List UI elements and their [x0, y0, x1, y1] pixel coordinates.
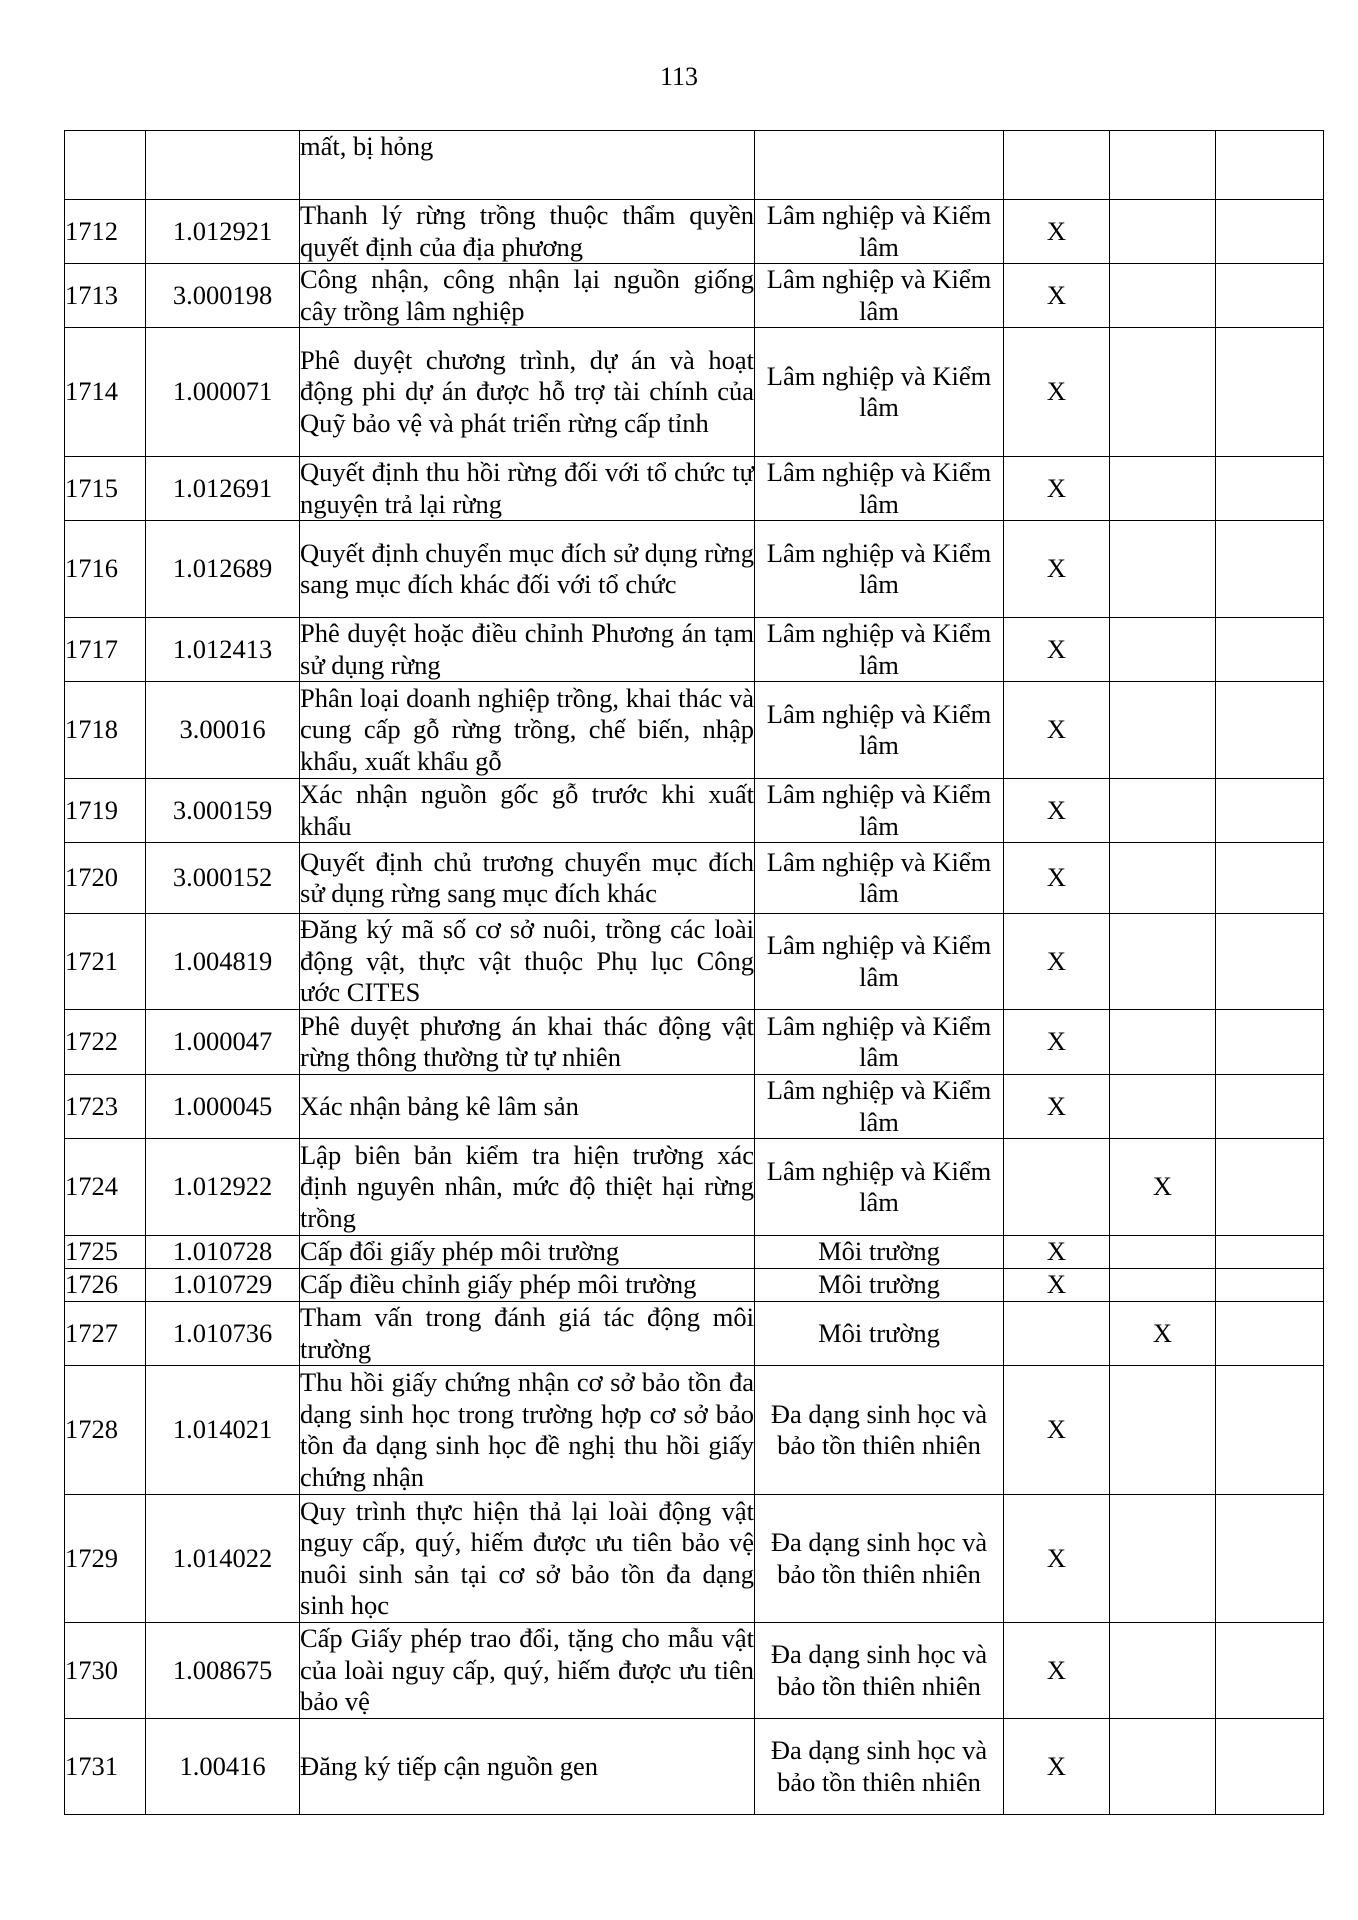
mark-col-3 [1216, 131, 1324, 200]
table-row [65, 1366, 1324, 1495]
mark-col-3 [1216, 328, 1324, 457]
procedure-code: 3.00016 [146, 682, 300, 779]
mark-col-3 [1216, 200, 1324, 264]
mark-col-1: X [1004, 521, 1110, 618]
procedure-name: Quyết định chuyển mục đích sử dụng rừng sang mục đích khác đối với tổ chức [300, 521, 755, 618]
mark-col-1: X [1004, 457, 1110, 521]
row-number: 1720 [65, 843, 146, 914]
mark-col-3 [1216, 779, 1324, 843]
mark-col-2 [1110, 457, 1216, 521]
procedure-field: Lâm nghiệp và Kiểm lâm [755, 1139, 1004, 1236]
row-number: 1719 [65, 779, 146, 843]
table-row [65, 843, 1324, 914]
procedure-code: 1.012689 [146, 521, 300, 618]
row-number: 1725 [65, 1236, 146, 1269]
mark-col-2 [1110, 1719, 1216, 1815]
row-number [65, 131, 146, 200]
mark-col-1: X [1004, 1366, 1110, 1495]
procedure-field: Lâm nghiệp và Kiểm lâm [755, 264, 1004, 328]
mark-col-3 [1216, 1495, 1324, 1623]
page-number: 113 [659, 62, 699, 91]
procedure-name: Xác nhận bảng kê lâm sản [300, 1075, 755, 1139]
mark-col-2: X [1110, 1302, 1216, 1366]
mark-col-2 [1110, 1075, 1216, 1139]
row-number: 1722 [65, 1010, 146, 1075]
mark-col-1: X [1004, 1719, 1110, 1815]
procedure-code: 3.000198 [146, 264, 300, 328]
mark-col-2 [1110, 618, 1216, 682]
procedure-name: Phân loại doanh nghiệp trồng, khai thác và cung cấp gỗ rừng trồng, chế biến, nhập khẩu, xuất khẩu gỗ [300, 682, 755, 779]
procedure-name: Quyết định thu hồi rừng đối với tổ chức tự nguyện trả lại rừng [300, 457, 754, 519]
procedure-name: Đăng ký tiếp cận nguồn gen [300, 1719, 755, 1815]
mark-col-2 [1110, 1366, 1216, 1495]
table-row [65, 682, 1324, 779]
table-row [65, 779, 1324, 843]
mark-col-2 [1110, 1236, 1216, 1269]
procedure-code: 1.012921 [146, 200, 300, 264]
row-number: 1724 [65, 1139, 146, 1236]
mark-col-1: X [1004, 200, 1110, 264]
mark-col-2: X [1110, 1139, 1216, 1236]
procedure-field: Lâm nghiệp và Kiểm lâm [755, 914, 1004, 1010]
table-row [65, 1269, 1324, 1302]
procedure-field: Đa dạng sinh học và bảo tồn thiên nhiên [755, 1623, 1004, 1719]
procedure-code: 3.000159 [146, 779, 300, 843]
procedure-name: Quyết định chủ trương chuyển mục đích sử dụng rừng sang mục đích khác [300, 843, 755, 914]
mark-col-3 [1216, 682, 1324, 779]
mark-col-3 [1216, 1075, 1324, 1139]
procedure-name: Cấp Giấy phép trao đổi, tặng cho mẫu vật của loài nguy cấp, quý, hiếm được ưu tiên bảo vệ [300, 1623, 755, 1719]
procedure-code: 1.00416 [146, 1719, 300, 1815]
table-row [65, 1623, 1324, 1719]
procedure-name: Phê duyệt phương án khai thác động vật rừng thông thường từ tự nhiên [300, 1010, 755, 1075]
mark-col-1 [1004, 1139, 1110, 1236]
procedure-field: Lâm nghiệp và Kiểm lâm [755, 682, 1004, 779]
row-number: 1723 [65, 1075, 146, 1139]
mark-col-3 [1216, 914, 1324, 1010]
procedure-name: Phê duyệt chương trình, dự án và hoạt động phi dự án được hỗ trợ tài chính của Quỹ bảo vệ và phát triển rừng cấp tỉnh [300, 328, 755, 457]
mark-col-1: X [1004, 1010, 1110, 1075]
mark-col-2 [1110, 521, 1216, 618]
table-row [65, 1139, 1324, 1236]
procedure-code: 1.010728 [146, 1236, 300, 1269]
mark-col-1: X [1004, 264, 1110, 328]
mark-col-1: X [1004, 1075, 1110, 1139]
mark-col-3 [1216, 1269, 1324, 1302]
procedure-name: Quy trình thực hiện thả lại loài động vật nguy cấp, quý, hiếm được ưu tiên bảo vệ nuôi sinh sản tại cơ sở bảo tồn đa dạng sinh học [300, 1495, 755, 1623]
mark-col-1: X [1004, 328, 1110, 457]
procedure-code: 1.010736 [146, 1302, 300, 1366]
procedure-code: 1.008675 [146, 1623, 300, 1719]
procedure-code: 1.000045 [146, 1075, 300, 1139]
mark-col-2 [1110, 264, 1216, 328]
row-number: 1718 [65, 682, 146, 779]
procedure-field: Lâm nghiệp và Kiểm lâm [755, 1075, 1004, 1139]
table-row [65, 914, 1324, 1010]
procedure-name: Thanh lý rừng trồng thuộc thẩm quyền quyết định của địa phương [300, 200, 754, 262]
procedure-code: 1.012413 [146, 618, 300, 682]
table-row [65, 457, 1324, 521]
row-number: 1731 [65, 1719, 146, 1815]
mark-col-3 [1216, 1010, 1324, 1075]
mark-col-2 [1110, 914, 1216, 1010]
procedure-field: Đa dạng sinh học và bảo tồn thiên nhiên [755, 1719, 1004, 1815]
table-row [65, 1010, 1324, 1075]
procedure-field [755, 131, 1004, 200]
procedure-name: Xác nhận nguồn gốc gỗ trước khi xuất khẩu [300, 779, 754, 841]
procedure-name: Cấp đổi giấy phép môi trường [300, 1236, 755, 1269]
mark-col-3 [1216, 843, 1324, 914]
row-number: 1721 [65, 914, 146, 1010]
mark-col-1: X [1004, 914, 1110, 1010]
mark-col-1: X [1004, 1495, 1110, 1623]
procedure-code: 1.010729 [146, 1269, 300, 1302]
procedures-table [64, 130, 1324, 1815]
mark-col-2 [1110, 843, 1216, 914]
row-number: 1730 [65, 1623, 146, 1719]
mark-col-2 [1110, 328, 1216, 457]
row-number: 1713 [65, 264, 146, 328]
procedure-code: 1.000071 [146, 328, 300, 457]
mark-col-2 [1110, 779, 1216, 843]
procedure-field: Đa dạng sinh học và bảo tồn thiên nhiên [755, 1366, 1004, 1495]
procedure-field: Lâm nghiệp và Kiểm lâm [755, 457, 1004, 521]
mark-col-3 [1216, 1302, 1324, 1366]
mark-col-1: X [1004, 1623, 1110, 1719]
procedure-name: mất, bị hỏng [300, 131, 755, 200]
mark-col-1: X [1004, 779, 1110, 843]
mark-col-3 [1216, 1236, 1324, 1269]
mark-col-3 [1216, 264, 1324, 328]
mark-col-2 [1110, 1269, 1216, 1302]
mark-col-3 [1216, 618, 1324, 682]
procedure-field: Đa dạng sinh học và bảo tồn thiên nhiên [755, 1495, 1004, 1623]
procedure-code: 1.012691 [146, 457, 300, 521]
procedure-code: 1.004819 [146, 914, 300, 1010]
mark-col-2 [1110, 1495, 1216, 1623]
row-number: 1716 [65, 521, 146, 618]
mark-col-3 [1216, 1366, 1324, 1495]
procedure-name: Thu hồi giấy chứng nhận cơ sở bảo tồn đa dạng sinh học trong trường hợp cơ sở bảo tồn đa dạng sinh học đề nghị thu hồi giấy chứng nhận [300, 1366, 755, 1495]
procedure-field: Lâm nghiệp và Kiểm lâm [755, 618, 1004, 682]
mark-col-3 [1216, 521, 1324, 618]
row-number: 1714 [65, 328, 146, 457]
mark-col-1 [1004, 131, 1110, 200]
procedure-name: Lập biên bản kiểm tra hiện trường xác định nguyên nhân, mức độ thiệt hại rừng trồng [300, 1139, 755, 1236]
mark-col-1: X [1004, 682, 1110, 779]
mark-col-1: X [1004, 618, 1110, 682]
mark-col-3 [1216, 1139, 1324, 1236]
row-number: 1726 [65, 1269, 146, 1302]
mark-col-1: X [1004, 1269, 1110, 1302]
procedure-code [146, 131, 300, 200]
row-number: 1712 [65, 200, 146, 264]
procedure-field: Lâm nghiệp và Kiểm lâm [755, 779, 1004, 843]
procedure-field: Môi trường [755, 1236, 1004, 1269]
procedure-name: Cấp điều chỉnh giấy phép môi trường [300, 1269, 755, 1302]
mark-col-3 [1216, 1719, 1324, 1815]
table-body [65, 131, 1324, 1815]
procedure-name: Đăng ký mã số cơ sở nuôi, trồng các loài động vật, thực vật thuộc Phụ lục Công ước CITES [300, 914, 755, 1010]
table-row [65, 1302, 1324, 1366]
table-row [65, 1075, 1324, 1139]
row-number: 1715 [65, 457, 146, 521]
procedure-name: Tham vấn trong đánh giá tác động môi trường [300, 1302, 754, 1364]
procedure-code: 1.014021 [146, 1366, 300, 1495]
row-number: 1727 [65, 1302, 146, 1366]
procedure-code: 3.000152 [146, 843, 300, 914]
mark-col-2 [1110, 131, 1216, 200]
mark-col-3 [1216, 1623, 1324, 1719]
table-row [65, 1719, 1324, 1815]
table-row [65, 200, 1324, 264]
mark-col-2 [1110, 1623, 1216, 1719]
mark-col-1 [1004, 1302, 1110, 1366]
procedure-field: Môi trường [755, 1302, 1004, 1366]
table-row [65, 131, 1324, 200]
procedure-field: Lâm nghiệp và Kiểm lâm [755, 843, 1004, 914]
table-row [65, 264, 1324, 328]
mark-col-2 [1110, 682, 1216, 779]
table-row [65, 328, 1324, 457]
mark-col-2 [1110, 1010, 1216, 1075]
table-row [65, 618, 1324, 682]
table-row [65, 1495, 1324, 1623]
procedure-name: Phê duyệt hoặc điều chỉnh Phương án tạm sử dụng rừng [300, 618, 754, 680]
mark-col-3 [1216, 457, 1324, 521]
mark-col-2 [1110, 200, 1216, 264]
procedure-code: 1.012922 [146, 1139, 300, 1236]
procedure-name: Công nhận, công nhận lại nguồn giống cây trồng lâm nghiệp [300, 264, 754, 326]
row-number: 1717 [65, 618, 146, 682]
table-row [65, 521, 1324, 618]
procedure-field: Lâm nghiệp và Kiểm lâm [755, 200, 1004, 264]
row-number: 1728 [65, 1366, 146, 1495]
mark-col-1: X [1004, 843, 1110, 914]
procedure-code: 1.000047 [146, 1010, 300, 1075]
procedure-field: Lâm nghiệp và Kiểm lâm [755, 521, 1004, 618]
procedure-field: Môi trường [755, 1269, 1004, 1302]
mark-col-1: X [1004, 1236, 1110, 1269]
procedure-code: 1.014022 [146, 1495, 300, 1623]
table-row [65, 1236, 1324, 1269]
procedure-field: Lâm nghiệp và Kiểm lâm [755, 328, 1004, 457]
row-number: 1729 [65, 1495, 146, 1623]
procedure-field: Lâm nghiệp và Kiểm lâm [755, 1010, 1004, 1075]
